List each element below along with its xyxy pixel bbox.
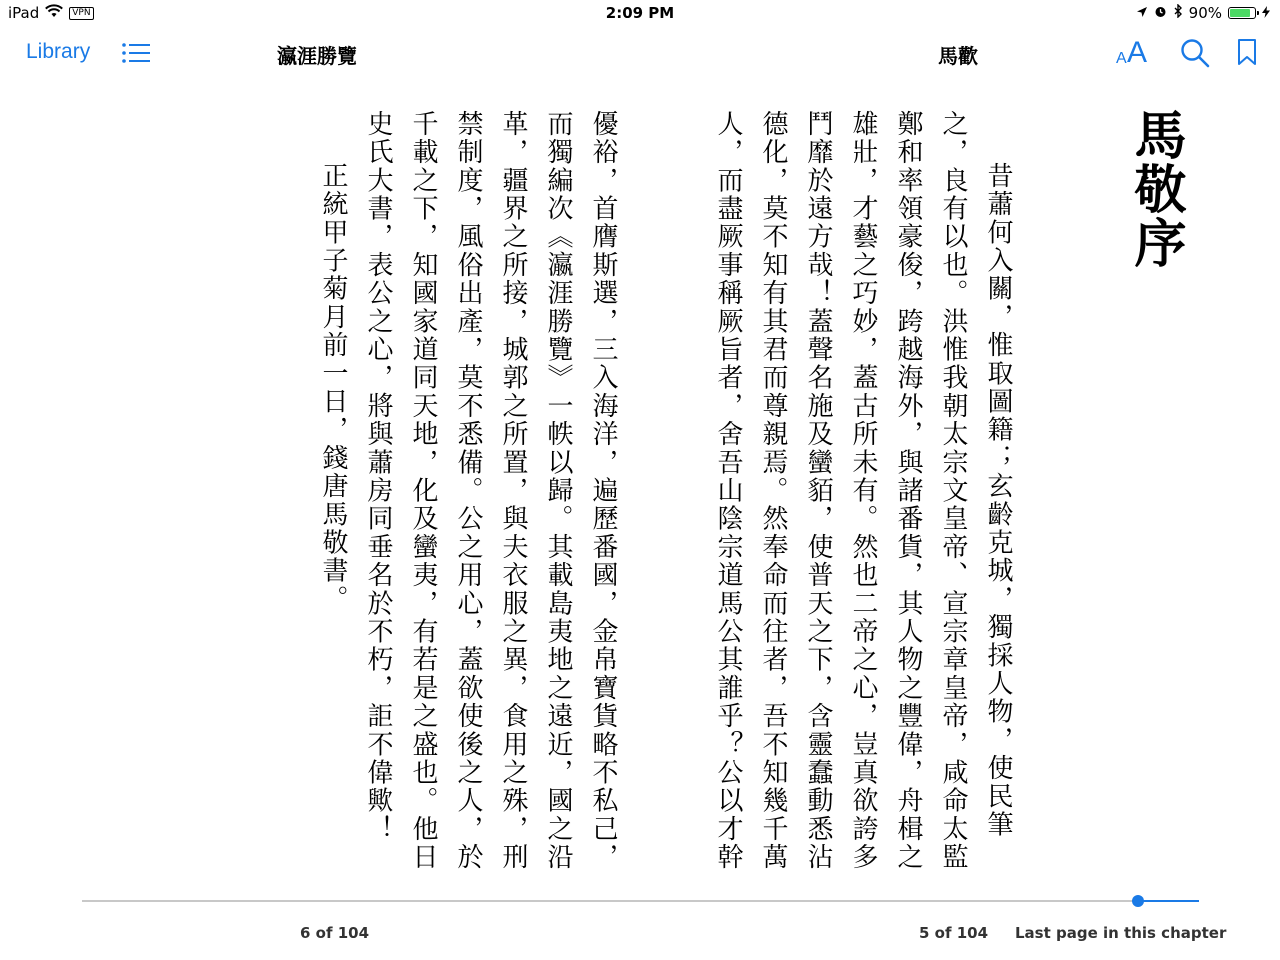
list-icon	[121, 52, 151, 67]
library-button[interactable]: Library	[26, 40, 91, 63]
chapter-heading: 馬敬序	[1125, 108, 1185, 270]
status-time: 2:09 PM	[605, 4, 675, 22]
book-title: 瀛涯勝覽	[277, 44, 357, 68]
paragraph: 優裕，首膺斯選，三入海洋，遍歷番國，金帛寶貨略不私己，而獨編次《瀛涯勝覽》一帙以歸。其載島夷地之遠近，國之沿革，疆界之所接，城郭之所置，與夫衣服之異，食用之殊，刑禁制度，風俗出產，莫不悉備。公之用心，蓋欲使後之人，於千載之下，知國家道同天地，化及蠻夷，有若是之盛也。他日史氏大書，表公之心，將與蕭房同垂名於不朽，詎不偉歟！	[363, 110, 618, 872]
left-page-columns	[275, 110, 625, 890]
alarm-icon	[1154, 4, 1167, 22]
search-icon	[1180, 56, 1210, 71]
table-of-contents-button[interactable]	[121, 42, 151, 67]
battery-percent: 90%	[1188, 4, 1222, 22]
left-page-number: 6 of 104	[300, 924, 370, 942]
charging-icon	[1262, 4, 1270, 22]
chapter-status: Last page in this chapter	[1015, 924, 1227, 942]
page-scrubber-progress	[1138, 900, 1199, 902]
signature: 正統甲子菊月前一日，錢唐馬敬書。	[318, 162, 348, 614]
search-button[interactable]	[1180, 38, 1210, 71]
status-bar	[0, 0, 1280, 26]
device-name: iPad	[8, 4, 40, 22]
font-large-a: A	[1127, 36, 1148, 69]
bookmark-icon	[1237, 54, 1257, 69]
location-icon	[1136, 4, 1148, 22]
font-small-a: A	[1116, 50, 1127, 67]
right-page-text	[680, 110, 1020, 890]
font-size-button[interactable]	[1116, 36, 1154, 70]
paragraph: 昔蕭何入關，惟取圖籍；玄齡克城，獨採人物，使民筆之，良有以也。洪惟我朝太宗文皇帝、宣宗章皇帝，咸命太監鄭和率領豪俊，跨越海外，與諸番貨，其人物之豐偉，舟楫之雄壯，才藝之巧妙，蓋古所未有。然也二帝之心，豈真欲誇多鬥靡於遠方哉！蓋聲名施及蠻貊，使普天之下，含靈蠢動悉沾德化，莫不知有其君而尊親焉。然奉命而往者，吾不知幾千萬人，而盡厥事稱厥旨者，舍吾山陰宗道馬公其誰乎？公以才幹	[713, 110, 1013, 872]
vpn-badge: VPN	[69, 7, 93, 20]
battery-icon	[1228, 7, 1256, 19]
chapter-title: 馬歡	[938, 44, 978, 68]
left-page-text	[275, 110, 625, 890]
right-page-number: 5 of 104	[919, 924, 989, 942]
bookmark-button[interactable]	[1237, 38, 1257, 69]
bluetooth-icon	[1173, 4, 1183, 22]
page-scrubber-thumb[interactable]	[1132, 895, 1144, 907]
page-scrubber[interactable]	[82, 900, 1199, 902]
status-right	[1136, 4, 1270, 22]
